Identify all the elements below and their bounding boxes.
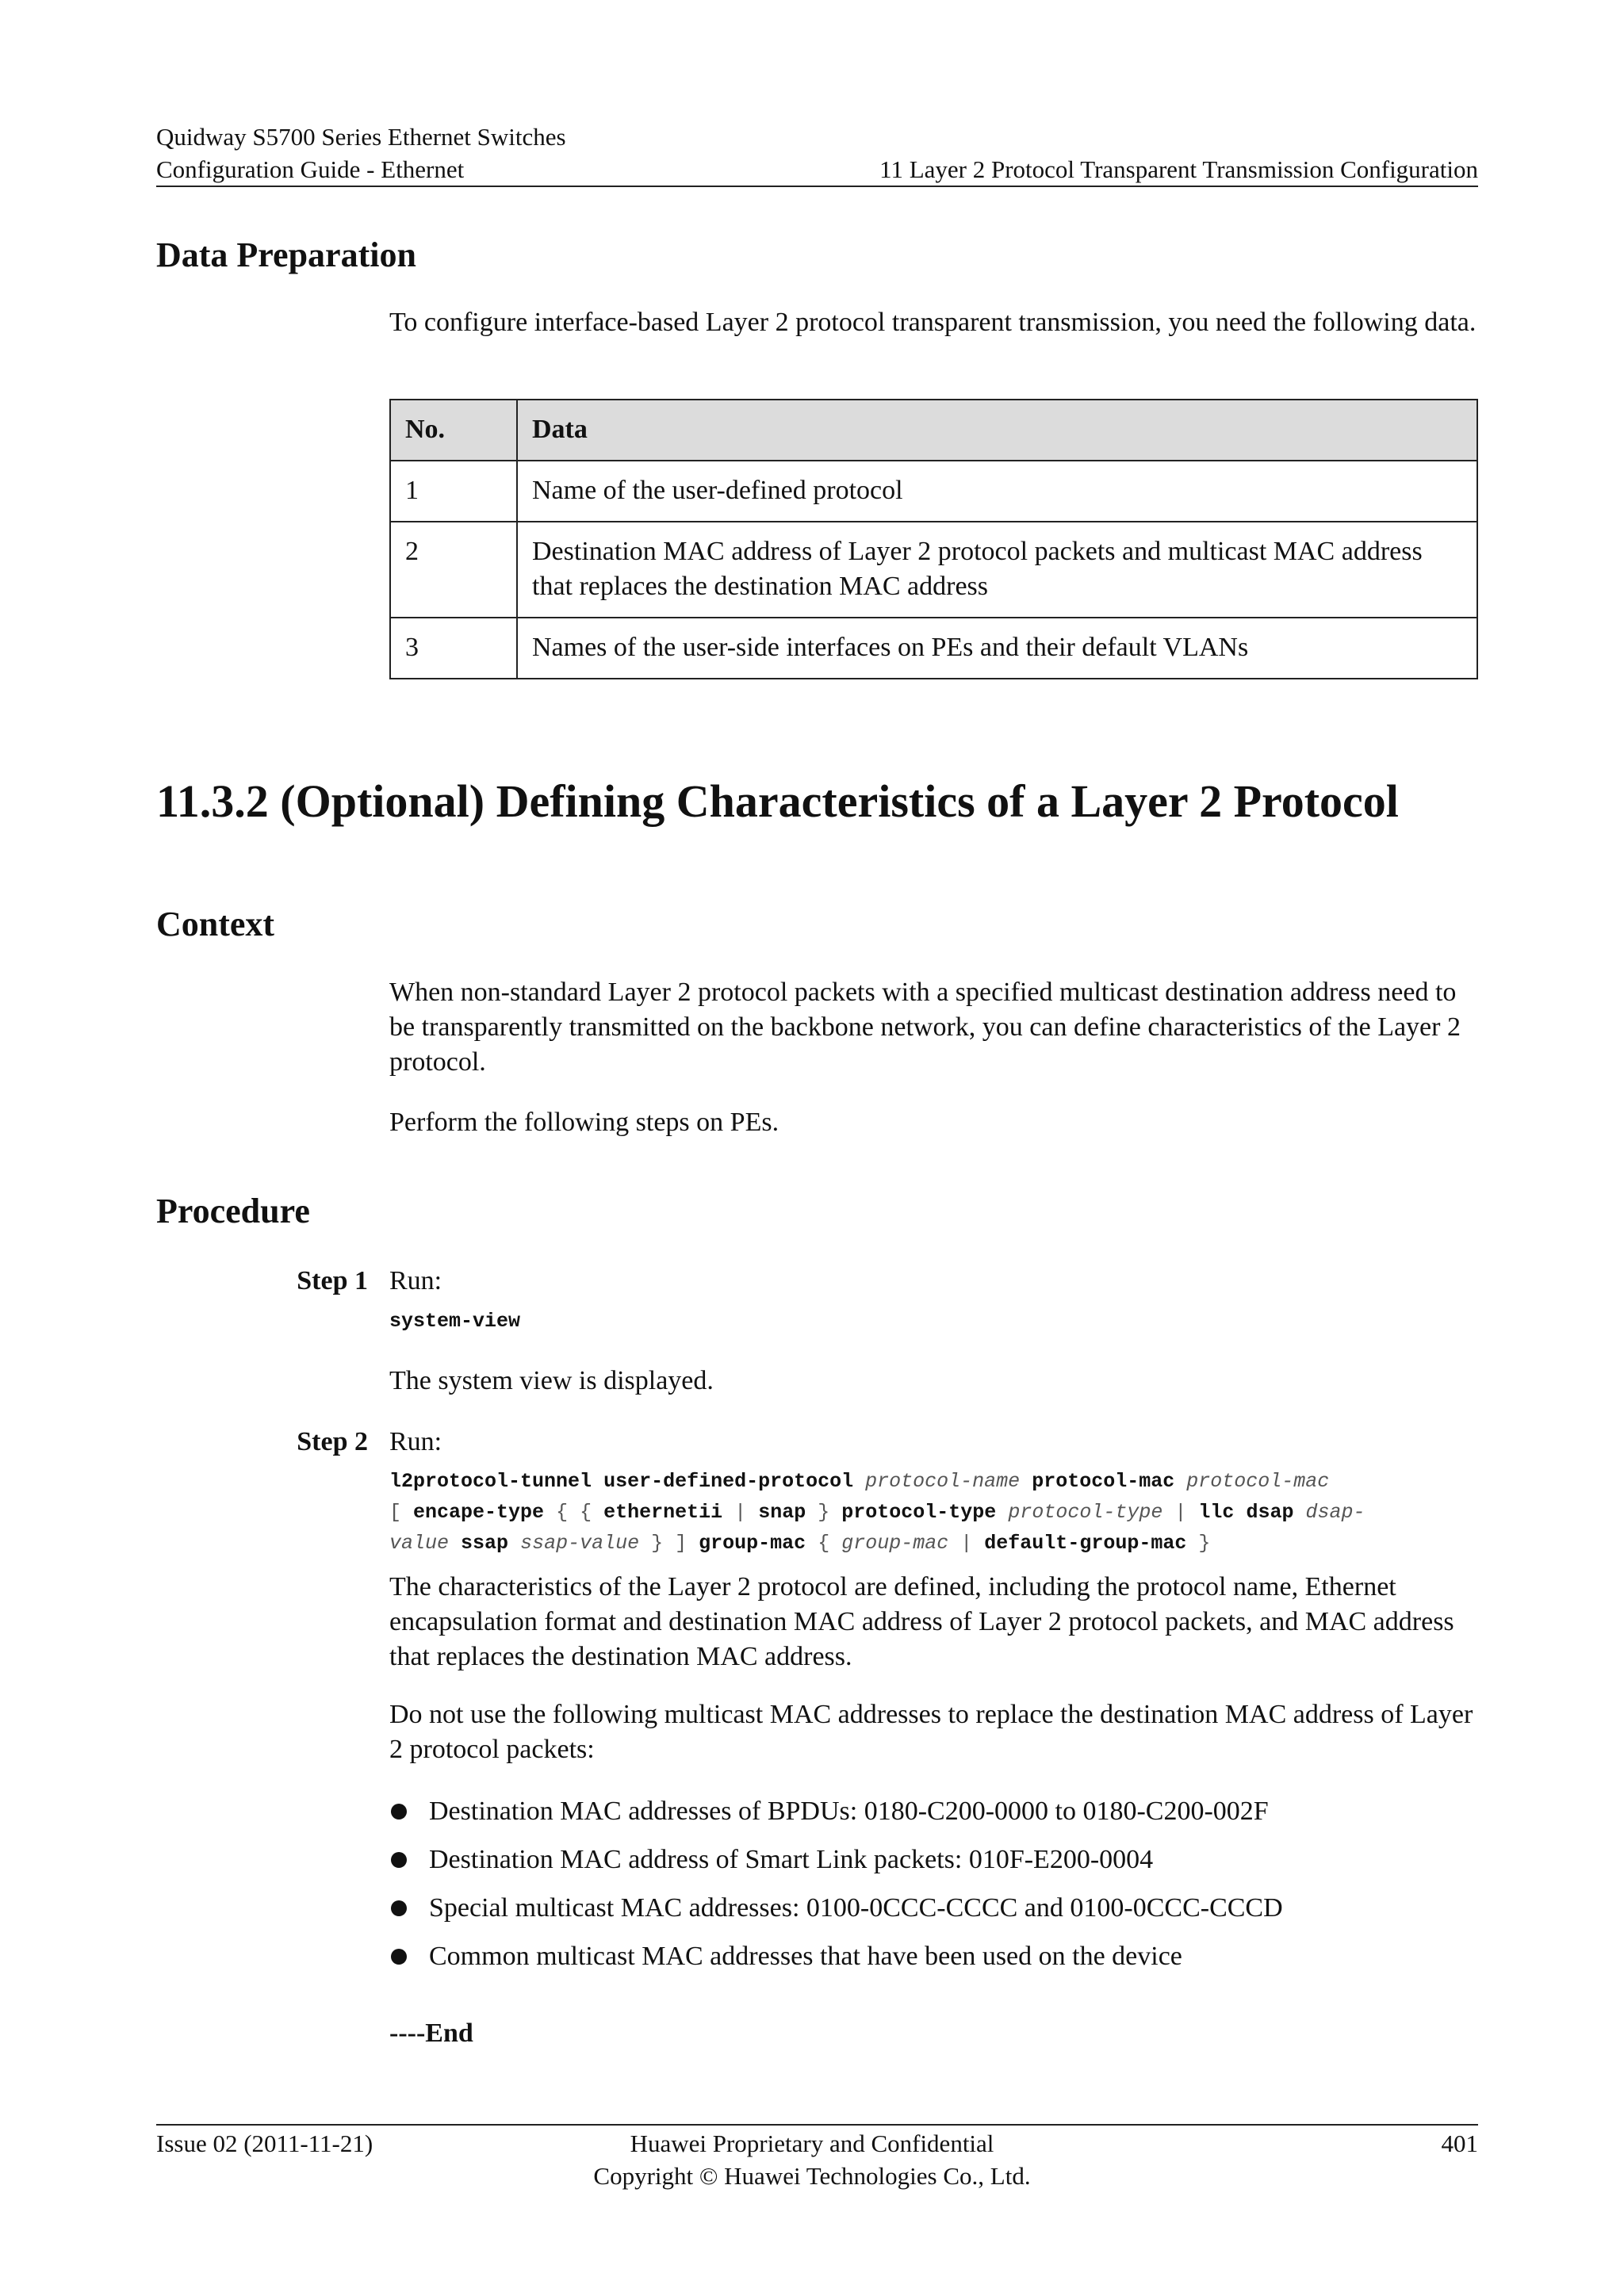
step-2-command <box>389 1466 1478 1559</box>
table-header-data: Data <box>517 400 1477 461</box>
step-2-run: Run: <box>389 1427 442 1456</box>
table-row <box>390 461 1477 522</box>
list-item: Special multicast MAC addresses: 0100-0CCC-CCCC and 0100-0CCC-CCCD <box>389 1891 1478 1939</box>
table-cell-data: Name of the user-defined protocol <box>517 461 1477 522</box>
procedure-end-marker: ----End <box>389 2019 473 2048</box>
section-title: 11.3.2 (Optional) Defining Characteristics of a Layer 2 Protocol <box>156 775 1399 827</box>
table-row <box>390 618 1477 679</box>
step-1-result: The system view is displayed. <box>389 1366 714 1395</box>
list-item: Destination MAC addresses of BPDUs: 0180-C200-0000 to 0180-C200-002F <box>389 1794 1478 1843</box>
data-preparation-heading: Data Preparation <box>156 235 416 274</box>
table-cell-no: 3 <box>390 618 517 679</box>
table-header-no: No. <box>390 400 517 461</box>
bullet-icon <box>391 1900 407 1916</box>
context-heading: Context <box>156 905 275 943</box>
procedure-heading: Procedure <box>156 1192 310 1230</box>
step-2-label: Step 2 <box>297 1427 368 1456</box>
header-rule <box>156 186 1478 187</box>
footer-issue: Issue 02 (2011-11-21) <box>156 2130 373 2157</box>
table-row <box>390 522 1477 618</box>
footer-confidential: Huawei Proprietary and Confidential <box>630 2130 994 2157</box>
running-header-left <box>156 121 566 186</box>
context-paragraph: When non-standard Layer 2 protocol packets with a specified multicast destination address need to be transparently transmitted on the backbone network, you can define characteristics of the Layer 2 protocol. <box>389 978 1461 1077</box>
bullet-icon <box>391 1804 407 1820</box>
list-item: Common multicast MAC addresses that have been used on the device <box>389 1939 1478 1988</box>
table-cell-data: Names of the user-side interfaces on PEs and their default VLANs <box>517 618 1477 679</box>
data-preparation-intro: To configure interface-based Layer 2 protocol transparent transmission, you need the following data. <box>389 308 1477 337</box>
footer-rule <box>156 2124 1478 2126</box>
reserved-mac-list <box>389 1794 1478 1988</box>
header-chapter: 11 Layer 2 Protocol Transparent Transmission Configuration <box>879 155 1478 183</box>
footer-center <box>0 2127 1624 2192</box>
step-2-description: The characteristics of the Layer 2 protocol are defined, including the protocol name, Ethernet encapsulation format and destination MAC address of Layer 2 protocol packets, and MAC address that replaces the destination MAC address. <box>389 1572 1454 1671</box>
step-1-label: Step 1 <box>297 1266 368 1295</box>
footer-copyright: Copyright © Huawei Technologies Co., Ltd. <box>593 2162 1031 2190</box>
header-product: Quidway S5700 Series Ethernet Switches <box>156 123 566 151</box>
table-cell-no: 1 <box>390 461 517 522</box>
command-line-3: value ssap ssap-value } ] group-mac { group-mac | default-group-mac } <box>389 1532 1211 1555</box>
bullet-icon <box>391 1949 407 1965</box>
command-line-2: [ encape-type { { ethernetii | snap } protocol-type protocol-type | llc dsap dsap- <box>389 1501 1365 1524</box>
bullet-icon <box>391 1852 407 1868</box>
table-cell-no: 2 <box>390 522 517 618</box>
step-2-warning: Do not use the following multicast MAC addresses to replace the destination MAC address of Layer 2 protocol packets: <box>389 1700 1473 1764</box>
table-header-row <box>390 400 1477 461</box>
footer-page-number: 401 <box>1441 2130 1478 2157</box>
step-1-command: system-view <box>389 1310 521 1333</box>
list-item: Destination MAC address of Smart Link packets: 010F-E200-0004 <box>389 1843 1478 1891</box>
header-guide: Configuration Guide - Ethernet <box>156 155 465 183</box>
data-table <box>389 399 1478 679</box>
step-1-run: Run: <box>389 1266 442 1295</box>
context-instruction: Perform the following steps on PEs. <box>389 1108 779 1137</box>
table-cell-data: Destination MAC address of Layer 2 protocol packets and multicast MAC address that replaces the destination MAC address <box>517 522 1477 618</box>
command-line-1: l2protocol-tunnel user-defined-protocol protocol-name protocol-mac protocol-mac <box>389 1470 1330 1493</box>
